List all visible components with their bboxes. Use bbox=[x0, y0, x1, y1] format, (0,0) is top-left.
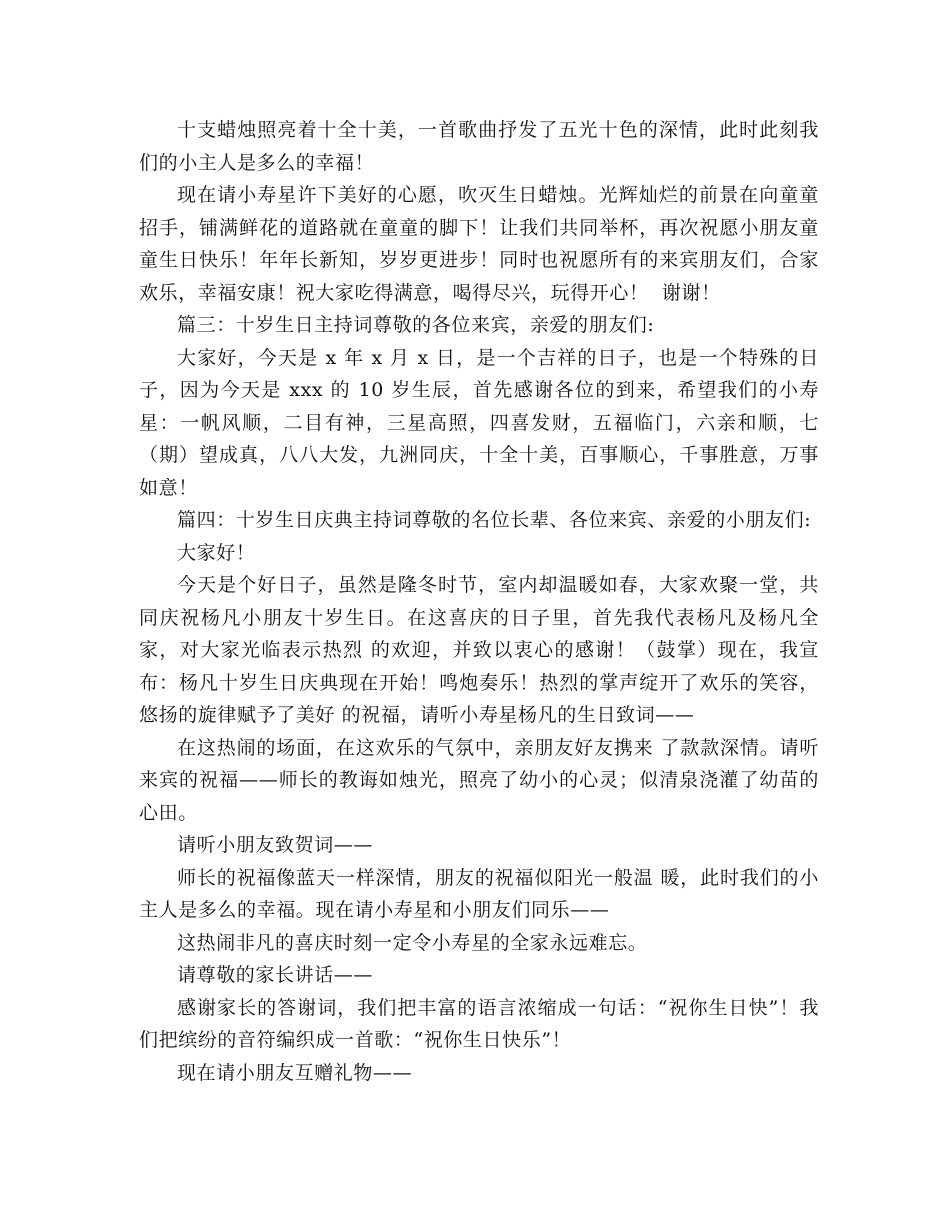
paragraph-6: 大家好！ bbox=[177, 541, 256, 564]
paragraph-4: 大家好，今天是 x 年 x 月 x 日，是一个吉祥的日子，也是一个特殊的日子，因为今天是 xxx 的 10 岁生辰，首先感谢各位的到来，希望我们的小寿星：一帆风顺，二目有神，三星高照，四喜发财，五福临门，六亲和顺，七（期）望成真，八八大发，九洲同庆，十全十美，百事顺心，千事胜意，万事如意！ bbox=[139, 346, 819, 499]
section-heading-4: 篇四：十岁生日庆典主持词尊敬的名位长辈、各位来宾、亲爱的小朋友们: bbox=[177, 509, 812, 531]
paragraph-1: 十支蜡烛照亮着十全十美，一首歌曲抒发了五光十色的深情，此时此刻我们的小主人是多么的幸福！ bbox=[139, 119, 819, 174]
paragraph-12: 请尊敬的家长讲话—— bbox=[177, 964, 374, 986]
paragraph-7: 今天是个好日子，虽然是隆冬时节，室内却温暖如春，大家欢聚一堂，共同庆祝杨凡小朋友十岁生日。在这喜庆的日子里，首先我代表杨凡及杨凡全家，对大家光临表示热烈 的欢迎，并致以衷心的感谢！（鼓掌）现在，我宣布：杨凡十岁生日庆典现在开始！鸣炮奏乐！热烈的掌声绽开了欢乐的笑容，悠扬的旋律赋予了美好 的祝福，请听小寿星杨凡的生日致词—— bbox=[139, 574, 819, 726]
paragraph-14: 现在请小朋友互赠礼物—— bbox=[177, 1061, 413, 1084]
paragraph-8: 在这热闹的场面，在这欢乐的气氛中，亲朋友好友携来 了款款深情。请听来宾的祝福——师长的教诲如烛光，照亮了幼小的心灵；似清泉浇灌了幼苗的心田。 bbox=[139, 736, 819, 824]
paragraph-13: 感谢家长的答谢词，我们把丰富的语言浓缩成一句话：“祝你生日快”！我们把缤纷的音符编织成一首歌：“祝你生日快乐”！ bbox=[139, 996, 819, 1051]
paragraph-2: 现在请小寿星许下美好的心愿，吹灭生日蜡烛。光辉灿烂的前景在向童童招手，铺满鲜花的道路就在童童的脚下！让我们共同举杯，再次祝愿小朋友童童生日快乐！年年长新知，岁岁更进步！同时也祝愿所有的来宾朋友们，合家欢乐，幸福安康！祝大家吃得满意，喝得尽兴，玩得开心！ 谢谢！ bbox=[139, 184, 819, 304]
paragraph-9: 请听小朋友致贺词—— bbox=[177, 834, 374, 856]
section-heading-3: 篇三：十岁生日主持词尊敬的各位来宾，亲爱的朋友们: bbox=[177, 314, 655, 336]
document-body bbox=[139, 114, 819, 1089]
paragraph-11: 这热闹非凡的喜庆时刻一定令小寿星的全家永远难忘。 bbox=[177, 931, 648, 954]
paragraph-10: 师长的祝福像蓝天一样深情，朋友的祝福似阳光一般温 暖，此时我们的小主人是多么的幸福。现在请小寿星和小朋友们同乐—— bbox=[139, 866, 819, 921]
